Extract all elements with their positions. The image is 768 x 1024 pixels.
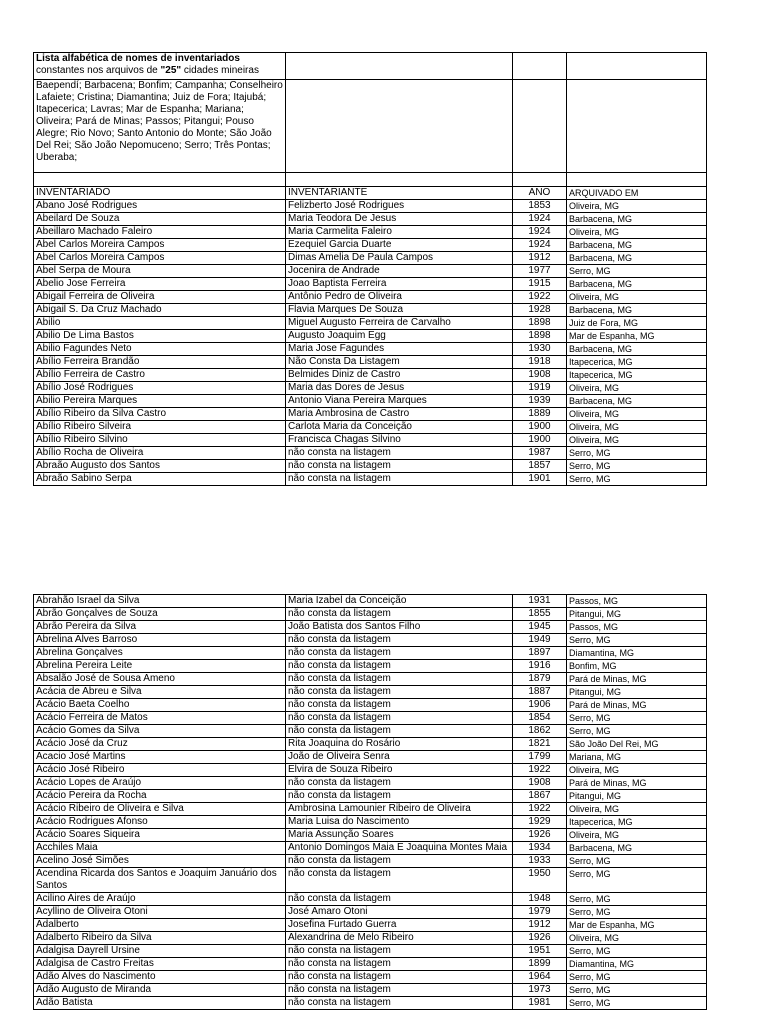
inventariante-cell: Antonio Domingos Maia E Joaquina Montes Maia [286,842,513,855]
inventariado-cell: Adão Augusto de Miranda [34,984,286,997]
ano-cell: 1821 [513,738,567,751]
table-row [34,369,707,382]
table-row [34,265,707,278]
arquivado-cell: Serro, MG [567,447,707,460]
empty-cell [567,80,707,173]
list-title: Lista alfabética de nomes de inventariados [36,53,240,64]
inventariante-cell: Maria Jose Fagundes [286,343,513,356]
table-row [34,712,707,725]
inventariado-cell: Abilio [34,317,286,330]
inventariado-cell: Abílio José Rodrigues [34,382,286,395]
table-row [34,984,707,997]
empty-cell [513,173,567,187]
empty-cell [513,53,567,80]
arquivado-cell: Oliveira, MG [567,200,707,213]
subtitle-bold: "25" [160,65,182,76]
arquivado-cell: Diamantina, MG [567,958,707,971]
table-row [34,595,707,608]
empty-cell [286,53,513,80]
inventariante-cell: Antonio Viana Pereira Marques [286,395,513,408]
arquivado-cell: Serro, MG [567,984,707,997]
inventariado-cell: Adão Batista [34,997,286,1010]
table-row [34,803,707,816]
ano-cell: 1924 [513,226,567,239]
arquivado-cell: Serro, MG [567,997,707,1010]
subtitle-suffix: cidades mineiras [181,65,259,76]
ano-cell: 1926 [513,829,567,842]
arquivado-cell: Serro, MG [567,855,707,868]
inventariado-cell: Abel Carlos Moreira Campos [34,239,286,252]
inventariante-cell: João Batista dos Santos Filho [286,621,513,634]
inventariado-cell: Abelio Jose Ferreira [34,278,286,291]
ano-cell: 1854 [513,712,567,725]
empty-cell [513,80,567,173]
inventariante-cell: não consta na listagem [286,984,513,997]
arquivado-cell: Serro, MG [567,893,707,906]
ano-cell: 1926 [513,932,567,945]
inventariante-cell: não consta da listagem [286,634,513,647]
inventariante-cell: Maria Izabel da Conceição [286,595,513,608]
table-row [34,906,707,919]
inventariado-cell: Abigail Ferreira de Oliveira [34,291,286,304]
table-row [34,200,707,213]
ano-cell: 1879 [513,673,567,686]
ano-cell: 1950 [513,868,567,893]
inventariado-cell: Acelino José Simões [34,855,286,868]
inventariado-cell: Acácio Ferreira de Matos [34,712,286,725]
inventariante-cell: não consta na listagem [286,958,513,971]
ano-cell: 1897 [513,647,567,660]
inventariante-cell: não consta na listagem [286,460,513,473]
arquivado-cell: Barbacena, MG [567,842,707,855]
ano-cell: 1898 [513,317,567,330]
table-row [34,777,707,790]
inventariante-cell: Maria das Dores de Jesus [286,382,513,395]
table-row [34,356,707,369]
ano-cell: 1924 [513,239,567,252]
arquivado-cell: Serro, MG [567,725,707,738]
inventariado-cell: Abano José Rodrigues [34,200,286,213]
arquivado-cell: Itapecerica, MG [567,356,707,369]
arquivado-cell: Juiz de Fora, MG [567,317,707,330]
arquivado-cell: Oliveira, MG [567,764,707,777]
inventariado-cell: Acilino Aires de Araújo [34,893,286,906]
inventariante-cell: Dimas Amelia De Paula Campos [286,252,513,265]
ano-cell: 1867 [513,790,567,803]
table-row [34,395,707,408]
inventariado-cell: Abeilard De Souza [34,213,286,226]
table-row [34,725,707,738]
inventariante-cell: Alexandrina de Melo Ribeiro [286,932,513,945]
arquivado-cell: Oliveira, MG [567,803,707,816]
ano-cell: 1979 [513,906,567,919]
table-row [34,304,707,317]
ano-cell: 1908 [513,777,567,790]
arquivado-cell: Passos, MG [567,621,707,634]
table-row [34,829,707,842]
inventariante-cell: Antônio Pedro de Oliveira [286,291,513,304]
ano-cell: 1799 [513,751,567,764]
arquivado-cell: Barbacena, MG [567,304,707,317]
cities-list: Baependí; Barbacena; Bonfim; Campanha; Conselheiro Lafaiete; Cristina; Diamantina; Juiz de Fora; Itajubá; Itapecerica; Lavras; Mar de Espanha; Mariana; Oliveira; Pará de Minas; Passos; Pitangui; Pouso Alegre; Rio Novo; Santo Antonio do Monte; São João Del Rei; São João Nepomuceno; Serro; Três Pontas; Uberaba; [34,80,286,173]
inventariante-cell: não consta da listagem [286,725,513,738]
inventariante-cell: não consta da listagem [286,647,513,660]
arquivado-cell: Oliveira, MG [567,382,707,395]
inventariante-cell: Maria Luisa do Nascimento [286,816,513,829]
inventory-table-2 [33,594,707,1010]
inventariado-cell: Abraão Augusto dos Santos [34,460,286,473]
inventariado-cell: Acácio Gomes da Silva [34,725,286,738]
arquivado-cell: Bonfim, MG [567,660,707,673]
arquivado-cell: Oliveira, MG [567,434,707,447]
arquivado-cell: Mariana, MG [567,751,707,764]
inventariado-cell: Abilio De Lima Bastos [34,330,286,343]
col-header-inventariado: INVENTARIADO [34,187,286,200]
inventariante-cell: Miguel Augusto Ferreira de Carvalho [286,317,513,330]
inventariado-cell: Abraão Sabino Serpa [34,473,286,486]
arquivado-cell: Pitangui, MG [567,608,707,621]
inventariante-cell: Carlota Maria da Conceição [286,421,513,434]
ano-cell: 1908 [513,369,567,382]
table-row [34,673,707,686]
inventariante-cell: Rita Joaquina do Rosário [286,738,513,751]
column-header-row [34,187,707,200]
ano-cell: 1949 [513,634,567,647]
inventariante-cell: Elvira de Souza Ribeiro [286,764,513,777]
ano-cell: 1939 [513,395,567,408]
arquivado-cell: Barbacena, MG [567,213,707,226]
table-row [34,278,707,291]
inventariante-cell: não consta da listagem [286,660,513,673]
arquivado-cell: Oliveira, MG [567,291,707,304]
ano-cell: 1912 [513,252,567,265]
inventariado-cell: Abrelina Alves Barroso [34,634,286,647]
inventariante-cell: não consta da listagem [286,868,513,893]
inventariado-cell: Abílio Rocha de Oliveira [34,447,286,460]
arquivado-cell: Serro, MG [567,868,707,893]
inventariado-cell: Acácio Baeta Coelho [34,699,286,712]
inventariado-cell: Abilio Fagundes Neto [34,343,286,356]
header-title-cell [34,53,286,80]
ano-cell: 1916 [513,660,567,673]
inventariado-cell: Abílio Ribeiro da Silva Castro [34,408,286,421]
inventariante-cell: Felizberto José Rodrigues [286,200,513,213]
inventariante-cell: não consta na listagem [286,447,513,460]
inventariado-cell: Abrão Pereira da Silva [34,621,286,634]
arquivado-cell: Oliveira, MG [567,829,707,842]
subtitle-prefix: constantes nos arquivos de [36,65,161,76]
ano-cell: 1912 [513,919,567,932]
table-row [34,434,707,447]
arquivado-cell: Serro, MG [567,460,707,473]
arquivado-cell: Serro, MG [567,971,707,984]
inventariante-cell: não consta na listagem [286,473,513,486]
blank-row [34,173,707,187]
table-row [34,382,707,395]
ano-cell: 1929 [513,816,567,829]
arquivado-cell: Pará de Minas, MG [567,777,707,790]
ano-cell: 1898 [513,330,567,343]
ano-cell: 1977 [513,265,567,278]
table-row [34,945,707,958]
ano-cell: 1889 [513,408,567,421]
empty-cell [286,173,513,187]
table-row [34,660,707,673]
inventariado-cell: Abel Serpa de Moura [34,265,286,278]
inventariado-cell: Acyllino de Oliveira Otoni [34,906,286,919]
ano-cell: 1934 [513,842,567,855]
ano-cell: 1922 [513,764,567,777]
arquivado-cell: Oliveira, MG [567,226,707,239]
empty-cell [34,173,286,187]
table-row [34,958,707,971]
col-header-ano: ANO [513,187,567,200]
ano-cell: 1924 [513,213,567,226]
col-header-inventariante: INVENTARIANTE [286,187,513,200]
table-row [34,686,707,699]
ano-cell: 1900 [513,434,567,447]
inventariante-cell: não consta da listagem [286,699,513,712]
arquivado-cell: Diamantina, MG [567,647,707,660]
ano-cell: 1945 [513,621,567,634]
inventariante-cell: não consta da listagem [286,608,513,621]
ano-cell: 1857 [513,460,567,473]
inventariante-cell: Flavia Marques De Souza [286,304,513,317]
arquivado-cell: São João Del Rei, MG [567,738,707,751]
ano-cell: 1906 [513,699,567,712]
table-row [34,647,707,660]
arquivado-cell: Pará de Minas, MG [567,699,707,712]
inventariante-cell: Josefina Furtado Guerra [286,919,513,932]
table-row [34,239,707,252]
header-intro-row [34,53,707,80]
arquivado-cell: Serro, MG [567,634,707,647]
inventariante-cell: Maria Ambrosina de Castro [286,408,513,421]
table-row [34,932,707,945]
table-row [34,317,707,330]
inventariante-cell: Belmides Diniz de Castro [286,369,513,382]
inventariado-cell: Abrão Gonçalves de Souza [34,608,286,621]
inventariado-cell: Absalão José de Sousa Ameno [34,673,286,686]
inventariado-cell: Adalgisa Dayrell Ursine [34,945,286,958]
inventariado-cell: Acácio José da Cruz [34,738,286,751]
ano-cell: 1887 [513,686,567,699]
inventariante-cell: Maria Teodora De Jesus [286,213,513,226]
arquivado-cell: Oliveira, MG [567,421,707,434]
inventariante-cell: João de Oliveira Senra [286,751,513,764]
inventariado-cell: Acácio Ribeiro de Oliveira e Silva [34,803,286,816]
table-row [34,252,707,265]
inventariado-cell: Acchiles Maia [34,842,286,855]
table-1-body [34,200,707,486]
table-row [34,621,707,634]
table-row [34,790,707,803]
inventariante-cell: não consta na listagem [286,971,513,984]
table-row [34,751,707,764]
ano-cell: 1928 [513,304,567,317]
inventariado-cell: Acácio Pereira da Rocha [34,790,286,803]
ano-cell: 1981 [513,997,567,1010]
inventariado-cell: Adalberto [34,919,286,932]
inventariado-cell: Acácio Soares Siqueira [34,829,286,842]
ano-cell: 1922 [513,291,567,304]
arquivado-cell: Pitangui, MG [567,686,707,699]
ano-cell: 1900 [513,421,567,434]
inventariante-cell: não consta da listagem [286,790,513,803]
arquivado-cell: Itapecerica, MG [567,369,707,382]
ano-cell: 1853 [513,200,567,213]
ano-cell: 1931 [513,595,567,608]
inventariante-cell: não consta na listagem [286,997,513,1010]
inventariado-cell: Acácia de Abreu e Silva [34,686,286,699]
table-row [34,213,707,226]
ano-cell: 1964 [513,971,567,984]
inventariado-cell: Adalgisa de Castro Freitas [34,958,286,971]
inventariante-cell: Ezequiel Garcia Duarte [286,239,513,252]
inventariado-cell: Acacio José Martins [34,751,286,764]
inventariante-cell: não consta da listagem [286,777,513,790]
inventariante-cell: Não Consta Da Listagem [286,356,513,369]
inventariado-cell: Abrelina Gonçalves [34,647,286,660]
inventory-table-1 [33,52,707,486]
inventariante-cell: Francisca Chagas Silvino [286,434,513,447]
list-subtitle [36,65,283,77]
inventariante-cell: José Amaro Otoni [286,906,513,919]
ano-cell: 1862 [513,725,567,738]
inventariado-cell: Abílio Ribeiro Silveira [34,421,286,434]
table-row [34,699,707,712]
inventariado-cell: Acácio Lopes de Araújo [34,777,286,790]
arquivado-cell: Barbacena, MG [567,278,707,291]
inventariante-cell: Maria Assunção Soares [286,829,513,842]
ano-cell: 1919 [513,382,567,395]
inventariante-cell: não consta da listagem [286,686,513,699]
col-header-arquivado: ARQUIVADO EM [567,187,707,200]
arquivado-cell: Passos, MG [567,595,707,608]
inventariado-cell: Acácio José Ribeiro [34,764,286,777]
table-row [34,738,707,751]
table-row [34,868,707,893]
arquivado-cell: Barbacena, MG [567,343,707,356]
arquivado-cell: Barbacena, MG [567,239,707,252]
inventariado-cell: Abigail S. Da Cruz Machado [34,304,286,317]
inventariado-cell: Abel Carlos Moreira Campos [34,252,286,265]
ano-cell: 1918 [513,356,567,369]
inventariante-cell: não consta da listagem [286,712,513,725]
empty-cell [286,80,513,173]
table-row [34,460,707,473]
table-row [34,343,707,356]
ano-cell: 1933 [513,855,567,868]
table-row [34,971,707,984]
ano-cell: 1922 [513,803,567,816]
table-row [34,816,707,829]
inventariante-cell: Augusto Joaquim Egg [286,330,513,343]
ano-cell: 1951 [513,945,567,958]
table-row [34,447,707,460]
arquivado-cell: Serro, MG [567,906,707,919]
arquivado-cell: Serro, MG [567,945,707,958]
table-row [34,855,707,868]
table-row [34,893,707,906]
inventariante-cell: não consta da listagem [286,893,513,906]
inventariado-cell: Adão Alves do Nascimento [34,971,286,984]
inventariado-cell: Adalberto Ribeiro da Silva [34,932,286,945]
ano-cell: 1855 [513,608,567,621]
table-row [34,919,707,932]
table-2-body [34,595,707,1010]
table-row [34,842,707,855]
ano-cell: 1948 [513,893,567,906]
header-cities-row [34,80,707,173]
table-row [34,330,707,343]
arquivado-cell: Serro, MG [567,265,707,278]
table-row [34,421,707,434]
ano-cell: 1901 [513,473,567,486]
ano-cell: 1915 [513,278,567,291]
inventariado-cell: Abrelina Pereira Leite [34,660,286,673]
ano-cell: 1987 [513,447,567,460]
empty-cell [567,173,707,187]
inventariante-cell: não consta na listagem [286,945,513,958]
arquivado-cell: Itapecerica, MG [567,816,707,829]
inventariado-cell: Abílio Ferreira Brandão [34,356,286,369]
arquivado-cell: Serro, MG [567,712,707,725]
arquivado-cell: Pitangui, MG [567,790,707,803]
ano-cell: 1930 [513,343,567,356]
table-row [34,634,707,647]
arquivado-cell: Mar de Espanha, MG [567,330,707,343]
inventariado-cell: Abrahão Israel da Silva [34,595,286,608]
inventariante-cell: Maria Carmelita Faleiro [286,226,513,239]
inventariante-cell: Joao Baptista Ferreira [286,278,513,291]
inventariado-cell: Abilio Pereira Marques [34,395,286,408]
table-row [34,226,707,239]
inventariado-cell: Abílio Ribeiro Silvino [34,434,286,447]
inventariado-cell: Abeillaro Machado Faleiro [34,226,286,239]
arquivado-cell: Pará de Minas, MG [567,673,707,686]
arquivado-cell: Oliveira, MG [567,932,707,945]
table-row [34,608,707,621]
arquivado-cell: Serro, MG [567,473,707,486]
table-row [34,997,707,1010]
table-row [34,473,707,486]
arquivado-cell: Mar de Espanha, MG [567,919,707,932]
ano-cell: 1899 [513,958,567,971]
table-row [34,764,707,777]
table-row [34,408,707,421]
empty-cell [567,53,707,80]
arquivado-cell: Oliveira, MG [567,408,707,421]
ano-cell: 1973 [513,984,567,997]
inventariado-cell: Acendina Ricarda dos Santos e Joaquim Januário dos Santos [34,868,286,893]
inventariante-cell: não consta da listagem [286,855,513,868]
inventariado-cell: Acácio Rodrigues Afonso [34,816,286,829]
inventariado-cell: Abílio Ferreira de Castro [34,369,286,382]
arquivado-cell: Barbacena, MG [567,395,707,408]
arquivado-cell: Barbacena, MG [567,252,707,265]
table-row [34,291,707,304]
inventariante-cell: não consta da listagem [286,673,513,686]
inventariante-cell: Jocenira de Andrade [286,265,513,278]
inventariante-cell: Ambrosina Lamounier Ribeiro de Oliveira [286,803,513,816]
